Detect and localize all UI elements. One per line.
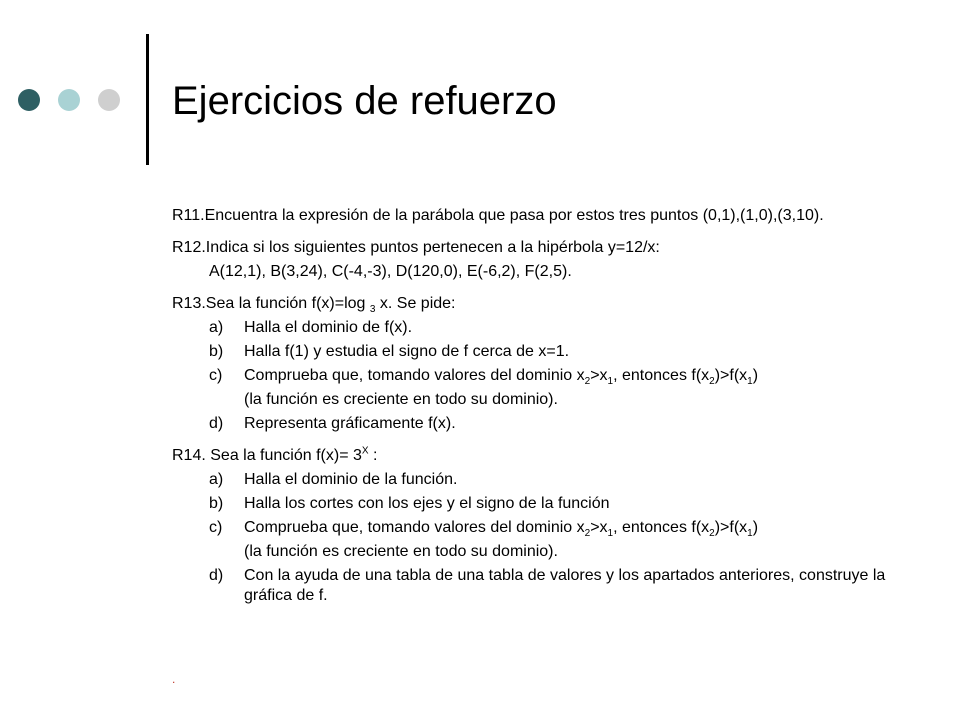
title-divider-bar: [146, 34, 149, 165]
exercise-r13: [172, 294, 912, 434]
footer-mark: .: [172, 672, 176, 686]
r13-item-d: d) Representa gráficamente f(x).: [209, 415, 456, 432]
r13-item-c: c) Comprueba que, tomando valores del dominio $x_2>x_1$, entonces $f(x_2)>f(x_1)$: [209, 367, 759, 388]
r13-item-c-continuation: (la función es creciente en todo su dominio).: [244, 391, 558, 408]
r14-item-c: c) Comprueba que, tomando valores del dominio $x_2>x_1$, entonces $f(x_2)>f(x_1)$: [209, 519, 759, 540]
r12-points: A(12,1), B(3,24), C(-4,-3), D(120,0), E(-6,2), F(2,5).: [209, 263, 572, 280]
exercise-list: [172, 206, 912, 606]
r14-item-c-continuation: (la función es creciente en todo su dominio).: [244, 543, 558, 560]
r13-statement: R13.Sea la función f(x)=log $_3$ x. Se pide:: [172, 295, 456, 316]
decorative-dot-gray: [98, 89, 120, 111]
exercise-r11: R11.Encuentra la expresión de la parábola que pasa por estos tres puntos (0,1),(1,0),(3,10).: [172, 207, 824, 224]
r14-item-d: d) Con la ayuda de una tabla de una tabla de valores y los apartados anteriores, construye la gráfica de f.: [209, 567, 886, 604]
exercise-r14: [172, 446, 912, 606]
r13-item-b: b) Halla f(1) y estudia el signo de f cerca de x=1.: [209, 343, 570, 360]
decorative-dot-teal: [58, 89, 80, 111]
slide-title: Ejercicios de refuerzo: [172, 79, 557, 123]
r12-statement: R12.Indica si los siguientes puntos pertenecen a la hipérbola y=12/x:: [172, 239, 660, 256]
exercise-r12: [172, 238, 912, 282]
r14-item-a: a) Halla el dominio de la función.: [209, 471, 458, 488]
r14-item-b: b) Halla los cortes con los ejes y el signo de la función: [209, 495, 610, 512]
r14-statement: R14. Sea la función $f(x)= 3^X$ :: [172, 445, 378, 464]
decorative-dot-dark: [18, 89, 40, 111]
r13-item-a: a) Halla el dominio de f(x).: [209, 319, 413, 336]
